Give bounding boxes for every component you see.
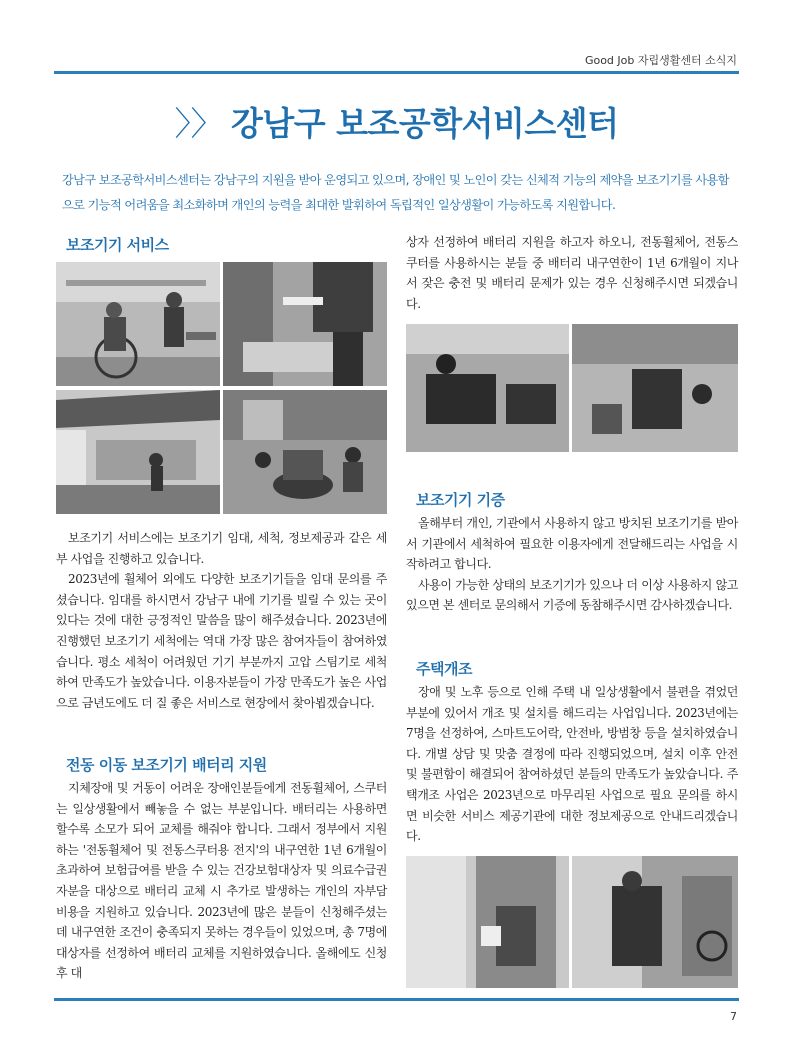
bottom-divider: [54, 998, 739, 1001]
housing-paragraph-1: 장애 및 노후 등으로 인해 주택 내 일상생활에서 불편을 겪었던 부분에 있어서 개조 및 설치를 해드리는 사업입니다. 2023년에는 7명을 선정하여, 스마트도어락, 안전바, 방범창 등을 설치하였습니다. 개별 상담 및 맞춤 결정에 따라 진행되었으며, 설치 이후 안전 및 불편함이 해결되어 참여하셨던 분들의 만족도가 높았습니다. 주택개조 사업은 2023년으로 마무리된 사업으로 필요 문의를 하시면 비슷한 서비스 제공기관에 대한 정보제공으로 안내드리겠습니다.: [406, 685, 738, 844]
intro-paragraph: 강남구 보조공학서비스센터는 강남구의 지원을 받아 운영되고 있으며, 장애인 및 노인이 갖는 신체적 기능의 제약을 보조기기를 사용함으로 기능적 어려움을 최소화하며 개인의 능력을 최대한 발휘하여 독립적인 일상생활이 가능하도록 지원합니다.: [62, 173, 729, 212]
heading-housing: 주택개조: [416, 660, 472, 678]
heading-battery: 전동 이동 보조기기 배터리 지원: [66, 756, 267, 774]
page-number: 7: [730, 1010, 737, 1023]
photo-wheelchair-consult: [56, 262, 220, 386]
page-title-text: 강남구 보조공학서비스센터: [230, 104, 619, 143]
battery-text: [56, 778, 387, 984]
photo-battery-parts: [406, 324, 569, 452]
services-paragraph-2: 2023년에 휠체어 외에도 다양한 보조기기들을 임대 문의를 주셨습니다. 임대를 하시면서 강남구 내에 기기를 빌릴 수 있는 곳이 있다는 것에 대한 긍정적인 말씀을 많이 해주셨습니다. 2023년에 진행했던 보조기기 세척에는 역대 가장 많은 참여자들이 참여하였습니다. 평소 세척이 어려웠던 기기 부분까지 고압 스팀기로 세척하여 만족도가 높았습니다. 이용자분들이 가장 만족도가 높은 사업으로 금년도에도 더 질 좋은 서비스로 현장에서 찾아뵙겠습니다.: [56, 572, 387, 710]
page-title: [0, 98, 793, 145]
photo-safety-bar: [572, 856, 738, 988]
heading-donation: 보조기기 기증: [416, 491, 505, 509]
chevron-icon: 〉〉: [174, 104, 223, 143]
photo-scooter-cleaning: [223, 390, 387, 514]
donation-paragraph-2: 사용이 가능한 상태의 보조기기가 있으나 더 이상 사용하지 않고 있으면 본 센터로 문의해서 기증에 동참해주시면 감사하겠습니다.: [406, 577, 738, 613]
battery-continuation: [406, 232, 738, 314]
donation-text: [406, 513, 738, 616]
housing-text: [406, 682, 738, 847]
photo-outdoor-booth: [56, 390, 220, 514]
battery-continuation-text: 상자 선정하여 배터리 지원을 하고자 하오니, 전동휠체어, 전동스쿠터를 사용하시는 분들 중 배터리 내구연한이 1년 6개월이 지나서 잦은 충전 및 배터리 문제가 있는 경우 신청해주시면 되겠습니다.: [406, 235, 738, 311]
photo-door-installation: [406, 856, 569, 988]
newsletter-header: Good Job 자립생활센터 소식지: [584, 54, 737, 67]
photo-battery-replacement: [572, 324, 738, 452]
top-divider: [54, 71, 739, 74]
services-paragraph-1: 보조기기 서비스에는 보조기기 임대, 세척, 정보제공과 같은 세부 사업을 진행하고 있습니다.: [56, 531, 387, 566]
photo-device-delivery: [223, 262, 387, 386]
services-text: [56, 528, 387, 713]
heading-services: 보조기기 서비스: [66, 236, 169, 254]
battery-paragraph-1: 지체장애 및 거동이 어려운 장애인분들에게 전동휠체어, 스쿠터는 일상생활에서 빼놓을 수 없는 부분입니다. 배터리는 사용하면 할수록 소모가 되어 교체를 해줘야 합니다. 그래서 정부에서 지원하는 '전동휠체어 및 전동스쿠터용 전지'의 내구연한 1년 6개월이 초과하여 보험급여를 받을 수 있는 건강보험대상자 및 의료수급권자분을 대상으로 배터리 교체 시 추가로 발생하는 개인의 자부담 비용을 지원하고 있습니다. 2023년에 많은 분들이 신청해주셨는데 내구연한 조건이 충족되지 못하는 경우들이 있었으며, 총 7명에 대상자를 선정하여 배터리 교체를 지원하였습니다. 올해에도 신청 후 대: [56, 781, 387, 981]
donation-paragraph-1: 올해부터 개인, 기관에서 사용하지 않고 방치된 보조기기를 받아서 기관에서 세척하여 필요한 이용자에게 전달해드리는 사업을 시작하려고 합니다.: [406, 516, 738, 572]
